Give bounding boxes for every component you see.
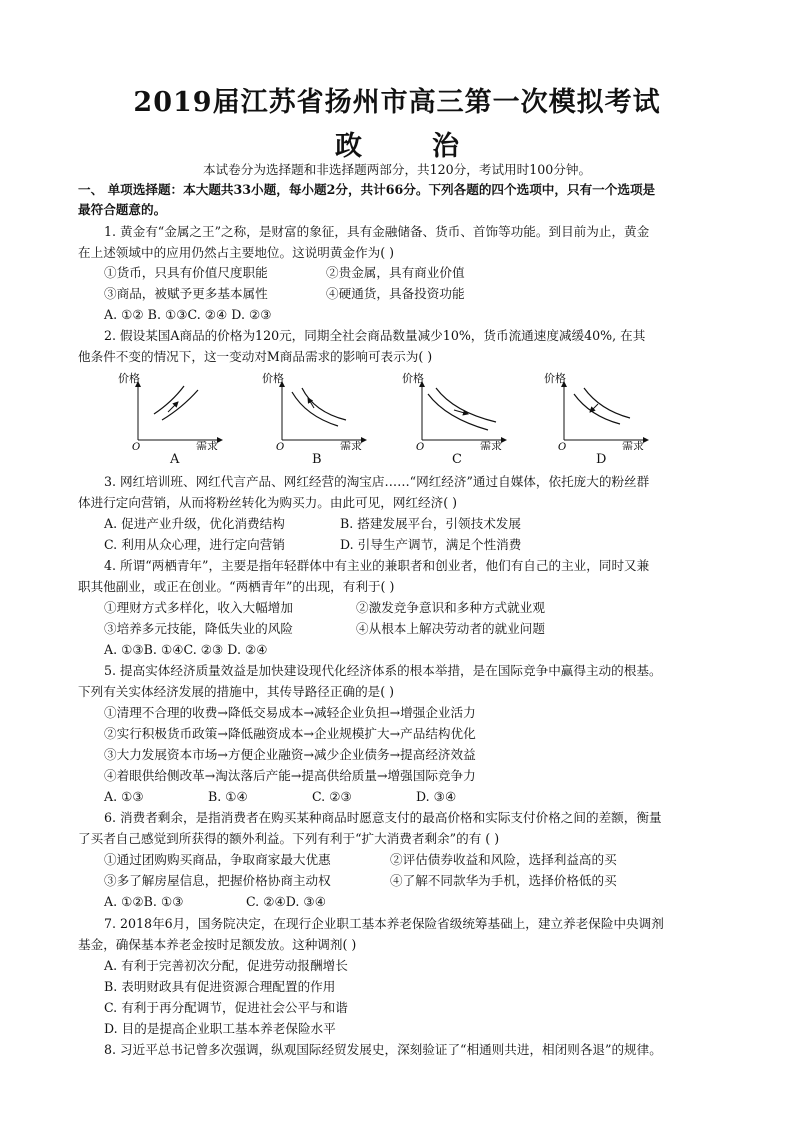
graph-a — [118, 370, 228, 450]
q6-option-2: ②评估债券收益和风险，选择利益高的买 — [390, 852, 617, 867]
q5-answer-a: A. ①③ — [104, 789, 144, 804]
q5-answer-d: D. ③④ — [416, 789, 457, 804]
q1-stem: 1. 黄金有“金属之王”之称，是财富的象征，具有金融储备、货币、首饰等功能。到目前为止，黄金 — [104, 224, 650, 239]
q5-option-3: ③大力发展资本市场→方便企业融资→减少企业债务→提高经济效益 — [104, 747, 476, 762]
q1-option-4: ④硬通货，具备投资功能 — [326, 286, 465, 301]
graph-c — [402, 370, 512, 450]
q3-options-row2 — [104, 535, 754, 555]
graph-c-ylabel: 价格 — [402, 372, 424, 385]
section-heading-cont: 最符合题意的。 — [78, 202, 167, 217]
section-heading: 一、 单项选择题：本大题共33小题，每小题2分，共计66分。下列各题的四个选项中，只有一个选项是 — [78, 182, 656, 197]
q1-options-row1 — [104, 263, 754, 283]
q3-stem: 3. 网红培训班、网红代言产品、网红经营的淘宝店……“网红经济”通过自媒体，依托庞大的粉丝群 — [104, 474, 650, 489]
q6-answers — [104, 892, 754, 912]
q4-answers: A. ①③B. ①④C. ②③ D. ②④ — [104, 642, 268, 657]
q5-answer-b: B. ①④ — [208, 789, 248, 804]
graph-a-origin: O — [132, 442, 141, 450]
q1-option-3: ③商品，被赋予更多基本属性 — [104, 286, 268, 301]
q6-option-4: ④了解不同款华为手机，选择价格低的买 — [390, 873, 617, 888]
q6-options-row2 — [104, 871, 754, 891]
graph-d-origin: O — [558, 442, 567, 450]
q4-option-3: ③培养多元技能，降低失业的风险 — [104, 621, 293, 636]
q4-option-4: ④从根本上解决劳动者的就业问题 — [356, 621, 545, 636]
graph-b-letter: B — [312, 452, 322, 467]
q3-stem-cont: 体进行定向营销，从而将粉丝转化为购买力。由此可见，网红经济( ) — [78, 495, 458, 510]
q1-stem-cont: 在上述领域中的应用仍然占主要地位。这说明黄金作为( ) — [78, 245, 395, 260]
graph-b-xlabel: 需求 — [340, 440, 362, 450]
q6-option-1: ①通过团购购买商品，争取商家最大优惠 — [104, 852, 331, 867]
graph-d — [544, 370, 654, 450]
graph-d-ylabel: 价格 — [544, 372, 566, 385]
graph-c-letter: C — [452, 452, 462, 467]
graph-b — [262, 370, 372, 450]
q4-stem-cont: 职其他副业，或正在创业。“两栖青年”的出现，有利于( ) — [78, 579, 395, 594]
q3-options-row1 — [104, 514, 754, 534]
q3-option-a: A. 促进产业升级，优化消费结构 — [104, 516, 285, 531]
q7-option-c: C. 有利于再分配调节，促进社会公平与和谐 — [104, 1000, 348, 1015]
q1-answers: A. ①② B. ①③C. ②④ D. ②③ — [104, 307, 272, 322]
subject-char-2: 治 — [432, 131, 459, 162]
q4-option-2: ②激发竞争意识和多种方式就业观 — [356, 600, 545, 615]
q5-answers — [104, 787, 754, 807]
q7-stem: 7. 2018年6月，国务院决定，在现行企业职工基本养老保险省级统筹基础上，建立养老保险中央调剂 — [104, 916, 664, 931]
q1-option-2: ②贵金属，具有商业价值 — [326, 265, 465, 280]
graph-a-xlabel: 需求 — [196, 440, 218, 450]
q4-option-1: ①理财方式多样化，收入大幅增加 — [104, 600, 293, 615]
exam-intro: 本试卷分为选择题和非选择题两部分，共120分，考试用时100分钟。 — [202, 162, 592, 177]
q4-stem: 4. 所谓“两栖青年”，主要是指年轻群体中有主业的兼职者和创业者，他们有自己的主业，同时又兼 — [104, 558, 650, 573]
q3-option-b: B. 搭建发展平台，引领技术发展 — [340, 516, 521, 531]
subject-title — [0, 124, 794, 163]
graph-a-ylabel: 价格 — [118, 372, 140, 385]
q3-option-c: C. 利用从众心理，进行定向营销 — [104, 537, 285, 552]
q5-option-4: ④着眼供给侧改革→淘汰落后产能→提高供给质量→增强国际竞争力 — [104, 768, 476, 783]
q5-option-1: ①清理不合理的收费→降低交易成本→减轻企业负担→增强企业活力 — [104, 705, 476, 720]
q2-stem: 2. 假设某国A商品的价格为120元，同期全社会商品数量减少10%，货币流通速度减缓40%, 在其 — [104, 328, 646, 343]
q5-stem-cont: 下列有关实体经济发展的措施中，其传导路径正确的是( ) — [78, 684, 395, 699]
graph-b-ylabel: 价格 — [262, 372, 284, 385]
q7-option-b: B. 表明财政具有促进资源合理配置的作用 — [104, 979, 336, 994]
q4-options-row2 — [104, 619, 754, 639]
q7-stem-cont: 基金，确保基本养老金按时足额发放。这种调剂( ) — [78, 937, 357, 952]
q6-answers-ab: A. ①②B. ①③ — [104, 894, 184, 909]
q6-stem-cont: 了买者自己感觉到所获得的额外利益。下列有利于“扩大消费者剩余”的有 ( ) — [78, 831, 500, 846]
q3-option-d: D. 引导生产调节，满足个性消费 — [340, 537, 522, 552]
q7-option-a: A. 有利于完善初次分配，促进劳动报酬增长 — [104, 958, 348, 973]
graph-c-origin: O — [416, 442, 425, 450]
q1-option-1: ①货币，只具有价值尺度职能 — [104, 265, 268, 280]
q5-answer-c: C. ②③ — [312, 789, 352, 804]
graph-a-letter: A — [170, 452, 180, 467]
graph-d-xlabel: 需求 — [622, 440, 644, 450]
q4-options-row1 — [104, 598, 754, 618]
graph-b-origin: O — [276, 442, 285, 450]
q8-stem: 8. 习近平总书记曾多次强调，纵观国际经贸发展史，深刻验证了“相通则共进，相闭则各退”的规律。 — [104, 1042, 662, 1057]
q7-option-d: D. 目的是提高企业职工基本养老保险水平 — [104, 1021, 336, 1036]
graph-c-xlabel: 需求 — [480, 440, 502, 450]
q6-options-row1 — [104, 850, 754, 870]
subject-char-1: 政 — [335, 131, 362, 162]
exam-title: 2019届江苏省扬州市高三第一次模拟考试 — [133, 87, 661, 118]
q6-option-3: ③多了解房屋信息，把握价格协商主动权 — [104, 873, 331, 888]
q5-option-2: ②实行积极货币政策→降低融资成本→企业规模扩大→产品结构优化 — [104, 726, 476, 741]
q2-stem-cont: 他条件不变的情况下，这一变动对M商品需求的影响可表示为( ) — [78, 349, 433, 364]
q5-stem: 5. 提高实体经济质量效益是加快建设现代化经济体系的根本举措，是在国际竞争中赢得主动的根基。 — [104, 663, 662, 678]
q6-answers-cd: C. ②④D. ③④ — [246, 894, 327, 909]
q6-stem: 6. 消费者剩余，是指消费者在购买某种商品时愿意支付的最高价格和实际支付价格之间的差额，衡量 — [104, 810, 662, 825]
graph-d-letter: D — [596, 452, 607, 467]
q1-options-row2 — [104, 284, 754, 304]
